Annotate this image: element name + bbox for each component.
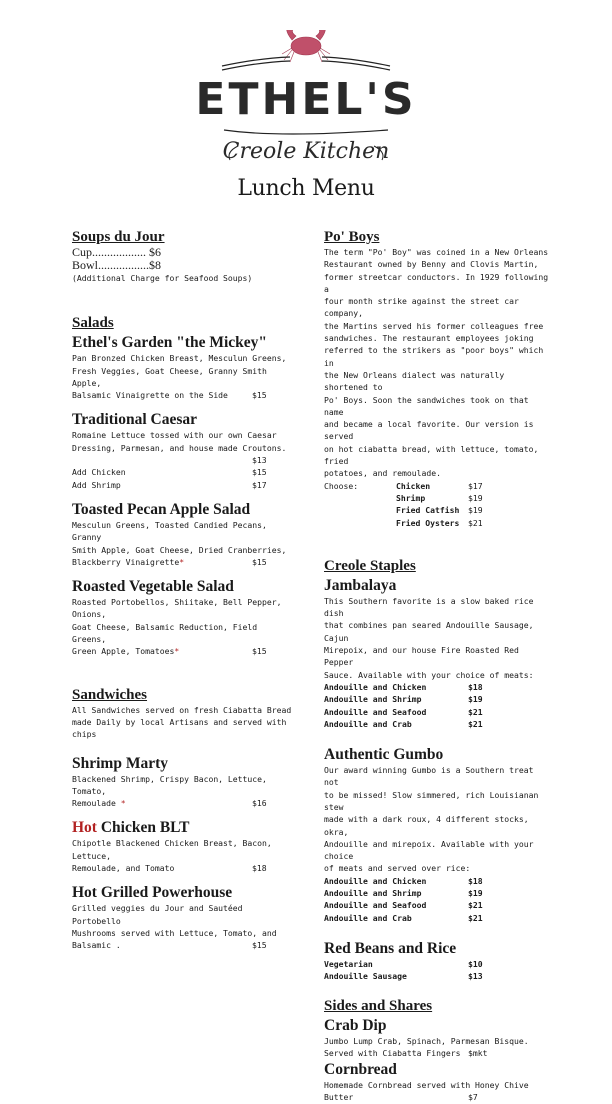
item-desc: made with a dark roux, 4 different stocks, okra, [324, 814, 529, 837]
item-desc: Andouille and mirepoix. Available with your choice [324, 838, 534, 862]
item-desc: Served with Ciabatta Fingers [324, 1047, 461, 1058]
option-price: $19 [468, 694, 483, 705]
item-desc: Jumbo Lump Crab, Spinach, Parmesan Bisque. [324, 1035, 529, 1046]
option-price: $21 [468, 517, 483, 528]
option-name: Andouille and Chicken [324, 875, 427, 886]
option-name: Andouille and Crab [324, 718, 412, 729]
star-mark: * [120, 798, 126, 809]
item-veg-name: Roasted Vegetable Salad [72, 578, 234, 596]
option-name: Andouille and Seafood [324, 900, 427, 911]
add-on-name: Add Shrimp [72, 479, 121, 490]
item-desc: Our award winning Gumbo is a Southern treat not [324, 765, 534, 788]
option-price: $13 [468, 971, 483, 982]
poboy-desc: the Martins served his former colleagues free [324, 320, 544, 331]
option-price: $18 [468, 681, 483, 692]
item-desc: Homemade Cornbread served with Honey Chive [324, 1080, 529, 1091]
item-powerhouse-name: Hot Grilled Powerhouse [72, 884, 233, 902]
sandwiches-heading: Sandwiches [72, 686, 148, 703]
item-desc: Roasted Portobellos, Shiitake, Bell Pepper, Onions, [72, 597, 282, 620]
item-desc: Dressing, Parmesan, and house made Croutons. [72, 442, 287, 453]
item-name-text: Chicken BLT [96, 819, 190, 837]
option-name: Fried Oysters [396, 517, 460, 528]
poboy-desc: Restaurant owned by Benny and Clovis Martin, [324, 259, 539, 270]
soup-cup: Cup.................. $6 [72, 245, 162, 259]
item-crabdip-name: Crab Dip [324, 1016, 387, 1034]
option-price: $18 [468, 875, 483, 886]
page-title: Lunch Menu [237, 176, 375, 201]
poboys-heading: Po' Boys [324, 229, 380, 245]
poboy-desc: four month strike against the street car company, [324, 296, 519, 319]
poboy-desc: The term "Po' Boy" was coined in a New Orleans [324, 247, 549, 257]
right-column [324, 228, 549, 1104]
poboy-desc: former streetcar conductors. In 1929 following a [324, 271, 549, 294]
item-price: $13 [252, 455, 267, 466]
option-price: $17 [468, 480, 483, 491]
item-desc: Remoulade, and Tomato [72, 863, 175, 874]
creole-heading: Creole Staples [324, 557, 416, 574]
item-desc: Grilled veggies du Jour and Sautéed Portobello [72, 903, 243, 926]
option-name: Andouille and Shrimp [324, 694, 422, 705]
item-desc: Balsamic Vinaigrette on the Side [72, 390, 228, 401]
option-price: $19 [468, 492, 483, 503]
item-desc: that combines pan seared Andouille Sausage, Cajun [324, 620, 534, 643]
item-desc: Mushrooms served with Lettuce, Tomato, and [72, 927, 277, 938]
salads-heading: Salads [72, 315, 114, 332]
poboy-desc: Po' Boys. Soon the sandwiches took on that name [324, 394, 529, 417]
item-marty-name: Shrimp Marty [72, 754, 169, 772]
option-price: $19 [468, 888, 483, 899]
poboy-desc: the New Orleans dialect was naturally shortened to [324, 369, 505, 393]
option-name: Vegetarian [324, 958, 373, 969]
item-desc: Balsamic . [72, 940, 121, 951]
item-cornbread-name: Cornbread [324, 1061, 397, 1079]
star-mark: * [179, 556, 185, 567]
item-price: $15 [252, 940, 267, 951]
item-desc: Goat Cheese, Balsamic Reduction, Field Greens, [72, 621, 258, 645]
item-desc: Chipotle Blackened Chicken Breast, Bacon, Lettuce, [72, 838, 272, 861]
add-on-price: $17 [252, 479, 267, 490]
item-desc: Blackened Shrimp, Crispy Bacon, Lettuce, Tomato, [72, 773, 267, 796]
add-on-price: $15 [252, 467, 267, 478]
item-desc: Remoulade [72, 798, 116, 809]
item-desc: Pan Bronzed Chicken Breast, Mesculun Greens, [72, 353, 287, 364]
item-jambalaya-name: Jambalaya [324, 576, 397, 594]
item-price: $mkt [468, 1047, 488, 1058]
brand-subtitle: Creole Kitchen [222, 139, 390, 164]
item-price: $15 [252, 556, 267, 567]
item-desc: Sauce. Available with your choice of meats: [324, 669, 534, 680]
sandwich-intro: All Sandwiches served on fresh Ciabatta Bread [72, 704, 292, 715]
option-price: $21 [468, 900, 483, 911]
sides-heading: Sides and Shares [324, 997, 433, 1014]
item-price: $18 [252, 863, 267, 874]
item-price: $16 [252, 798, 267, 809]
option-name: Andouille and Seafood [324, 706, 427, 717]
item-desc: Butter [324, 1092, 354, 1103]
item-caesar-name: Traditional Caesar [72, 411, 197, 429]
item-price: $15 [252, 390, 267, 401]
left-column [72, 228, 292, 952]
option-name: Chicken [396, 480, 431, 491]
item-garden-name: Ethel's Garden "the Mickey" [72, 334, 268, 352]
item-desc: Smith Apple, Goat Cheese, Dried Cranberries, [72, 544, 287, 555]
option-price: $10 [468, 958, 483, 969]
item-price: $7 [468, 1092, 478, 1103]
poboy-desc: and became a local favorite. Our version is served [324, 419, 534, 442]
item-gumbo-name: Authentic Gumbo [324, 746, 444, 764]
soups-heading: Soups du Jour [72, 229, 165, 245]
option-name: Shrimp [396, 492, 426, 503]
hot-label: Hot [72, 819, 97, 837]
option-name: Andouille and Chicken [324, 681, 427, 692]
option-price: $19 [468, 505, 483, 516]
item-desc: to be missed! Slow simmered, rich Louisianan stew [324, 789, 539, 812]
poboy-desc: sandwiches. The restaurant employees joking [324, 333, 534, 344]
item-desc: of meats and served over rice: [324, 863, 471, 874]
sandwich-intro: made Daily by local Artisans and served with chips [72, 716, 287, 740]
poboy-desc: on hot ciabatta bread, with lettuce, tomato, fried [324, 443, 539, 467]
item-desc: Green Apple, Tomatoes [72, 646, 175, 657]
option-price: $21 [468, 706, 483, 717]
option-name: Andouille Sausage [324, 971, 407, 982]
option-name: Andouille and Shrimp [324, 888, 422, 899]
item-desc: This Southern favorite is a slow baked rice dish [324, 595, 534, 619]
soup-bowl: Bowl.................$8 [72, 258, 162, 272]
choose-label: Choose: [324, 480, 359, 491]
item-desc: Blackberry Vinaigrette [72, 556, 180, 567]
poboy-desc: potatoes, and remoulade. [324, 468, 441, 479]
option-name: Andouille and Crab [324, 912, 412, 923]
item-beans-name: Red Beans and Rice [324, 939, 457, 957]
option-price: $21 [468, 718, 483, 729]
option-price: $21 [468, 912, 483, 923]
star-mark: * [174, 646, 180, 657]
soup-note: (Additional Charge for Seafood Soups) [72, 273, 253, 283]
ethels-logo [0, 30, 612, 175]
item-desc: Romaine Lettuce tossed with our own Caesar [72, 430, 277, 441]
poboy-desc: referred to the strikers as "poor boys" which in [324, 345, 544, 368]
item-price: $15 [252, 646, 267, 657]
add-on-name: Add Chicken [72, 467, 126, 478]
item-blt-name [72, 819, 292, 837]
item-pecan-name: Toasted Pecan Apple Salad [72, 500, 251, 518]
option-name: Fried Catfish [396, 505, 460, 516]
item-desc: Fresh Veggies, Goat Cheese, Granny Smith Apple, [72, 365, 267, 388]
item-desc: Mirepoix, and our house Fire Roasted Red Pepper [324, 645, 519, 668]
brand-text: ETHEL'S [195, 74, 417, 125]
item-desc: Mesculun Greens, Toasted Candied Pecans, Granny [72, 519, 267, 543]
